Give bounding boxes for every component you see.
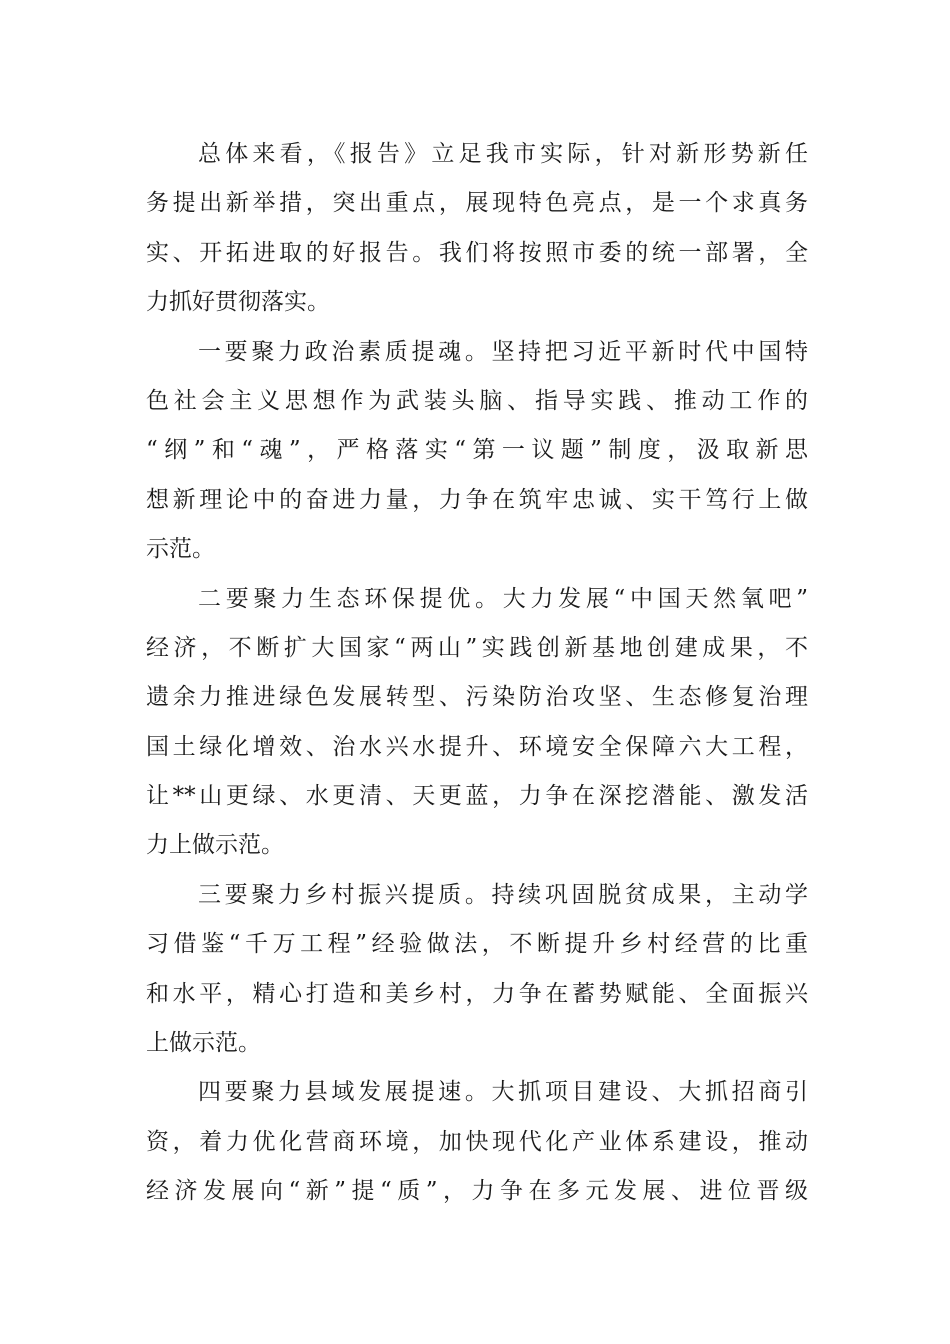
- text-line: “纲”和“魂”，严格落实“第一议题”制度，汲取新思: [146, 437, 808, 464]
- text-line: 力抓好贯彻落实。: [146, 289, 330, 316]
- paragraph-summary: [146, 130, 808, 328]
- text-line: 力上做示范。: [146, 832, 284, 859]
- text-line: 经济，不断扩大国家“两山”实践创新基地创建成果，不: [146, 634, 808, 661]
- paragraph-point-1: [146, 328, 808, 575]
- text-line: 让**山更绿、水更清、天更蓝，力争在深挖潜能、激发活: [146, 783, 808, 810]
- text-line: 遗余力推进绿色发展转型、污染防治攻坚、生态修复治理: [146, 684, 808, 711]
- document-body: [146, 130, 808, 1217]
- text-line: 资，着力优化营商环境，加快现代化产业体系建设，推动: [146, 1128, 808, 1155]
- text-line: 经济发展向“新”提“质”，力争在多元发展、进位晋级: [146, 1178, 808, 1205]
- text-line: 示范。: [146, 536, 215, 563]
- text-line: 一要聚力政治素质提魂。坚持把习近平新时代中国特: [198, 338, 808, 365]
- text-line: 二要聚力生态环保提优。大力发展“中国天然氧吧”: [198, 585, 808, 612]
- paragraph-point-2: [146, 575, 808, 871]
- paragraph-point-4: [146, 1068, 808, 1216]
- text-line: 色社会主义思想作为武装头脑、指导实践、推动工作的: [146, 387, 808, 414]
- text-line: 总体来看，《报告》立足我市实际，针对新形势新任: [198, 141, 808, 167]
- text-line: 习借鉴“千万工程”经验做法，不断提升乡村经营的比重: [146, 931, 808, 958]
- text-line: 三要聚力乡村振兴提质。持续巩固脱贫成果，主动学: [198, 881, 808, 908]
- text-line: 国土绿化增效、治水兴水提升、环境安全保障六大工程，: [146, 733, 808, 760]
- text-line: 四要聚力县域发展提速。大抓项目建设、大抓招商引: [198, 1079, 808, 1106]
- text-line: 想新理论中的奋进力量，力争在筑牢忠诚、实干笃行上做: [146, 486, 808, 513]
- text-line: 上做示范。: [146, 1030, 261, 1057]
- text-line: 务提出新举措，突出重点，展现特色亮点，是一个求真务: [146, 190, 808, 217]
- text-line: 实、开拓进取的好报告。我们将按照市委的统一部署，全: [146, 239, 808, 266]
- text-line: 和水平，精心打造和美乡村，力争在蓄势赋能、全面振兴: [146, 980, 808, 1007]
- paragraph-point-3: [146, 871, 808, 1069]
